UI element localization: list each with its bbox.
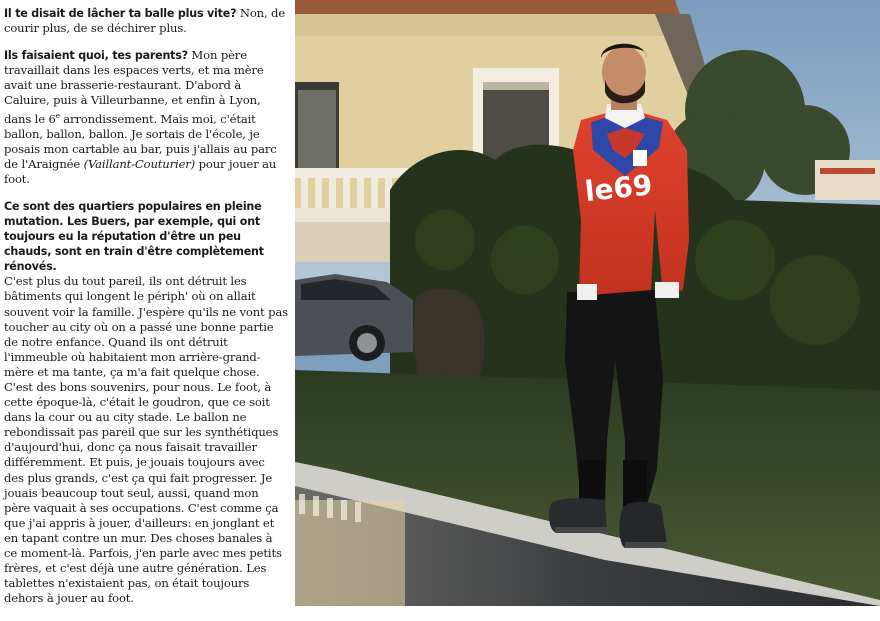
- answer-1: Non, de courir plus, de se déchirer plus.: [4, 6, 286, 36]
- question-2: Ils faisaient quoi, tes parents?: [4, 49, 188, 63]
- paragraph-3: [4, 199, 288, 607]
- ordinal-number: 6: [48, 111, 56, 126]
- jersey-sponsor-text: le69: [583, 168, 654, 209]
- paragraph-1: [4, 6, 288, 36]
- article-text-column: [4, 6, 288, 618]
- answer-2-italic: (Vaillant-Couturier): [83, 156, 196, 171]
- answer-2a: Mon père travaillait dans les espaces verts, et ma mère avait une brasserie-restaurant. D'abord à Caluire, puis à Villeurbanne, et enfin à Lyon, dans le: [4, 48, 264, 126]
- pool-reflection: [295, 500, 405, 606]
- answer-2b: arrondissement. Mais moi, c'était ballon, ballon, ballon. Je sortais de l'école, je posais mon cartable au bar, puis j'allais au parc de l'Araignée: [4, 111, 277, 171]
- question-1: Il te disait de lâcher ta balle plus vite?: [4, 7, 237, 20]
- photo-illustration: [295, 0, 880, 606]
- question-3: Ce sont des quartiers populaires en pleine mutation. Les Buers, par exemple, qui ont toujours eu la réputation d'être un peu chauds, sont en train d'être complètement rénovés.: [4, 199, 264, 274]
- answer-2c: pour jouer au foot.: [4, 156, 277, 186]
- ordinal-superscript: e: [55, 111, 60, 120]
- paragraph-2: [4, 48, 288, 187]
- answer-3: C'est plus du tout pareil, ils ont détruit les bâtiments qui longent le périph' où on allait souvent voir la famille. J'espère qu'ils ne vont pas toucher au city où on a passé une bonne partie de notre enfance. Quand ils ont détruit l'immeuble où habitaient mon arrière-grand-mère et ma tante, ça m'a fait quelque chose. C'est des bons souvenirs, pour nous. Le foot, à cette époque-là, c'était le goudron, que ce soit dans la cour ou au city stade. Le ballon ne rebondissait pas pareil que sur les synthétiques d'aujourd'hui, donc ça nous faisait travailler différemment. Et puis, je jouais toujours avec des plus grands, c'est ça qui fait progresser. Je jouais beaucoup tout seul, aussi, quand mon père vaquait à ses occupations. C'est comme ça que j'ai appris à jouer, d'ailleurs: en jonglant et en tapant contre un mur. Des choses banales à ce moment-là. Parfois, j'en parle avec mes petits frères, et c'est déjà une autre génération. Les tablettes n'existaient pas, on était toujours dehors à jouer au foot.: [4, 274, 288, 606]
- portrait-photo: [295, 0, 880, 606]
